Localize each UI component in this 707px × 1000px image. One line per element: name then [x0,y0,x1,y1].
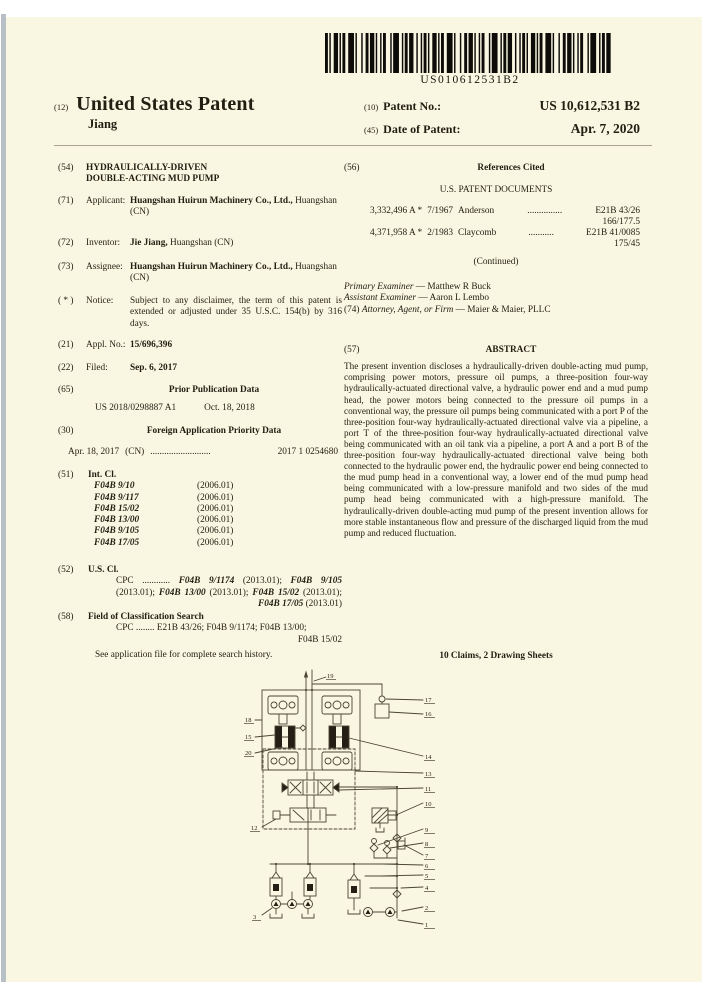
int-cl-code: F04B 9/117 [94,492,139,503]
code-65: (65) [58,385,74,395]
code-52: (52) [58,565,74,575]
fig-label-14: 14 [425,754,432,761]
section-22-filed [58,363,342,374]
code-57: (57) [344,345,360,355]
examiner-name: — Aaron L Lembo [418,293,490,304]
mud-pump-head-center [348,874,360,914]
code-58: (58) [58,612,74,622]
int-cl-row [58,515,342,526]
int-cl-row [58,481,342,492]
code-74: (74) [344,304,360,315]
fig-label-12: 12 [251,825,258,832]
fig-label-6: 6 [425,863,429,870]
examiner-label: Assistant Examiner [344,293,417,304]
ref-class: E21B 43/26 [595,205,640,216]
section-54-title [58,163,342,186]
ref-dots: ............... [527,205,563,216]
fig-label-5: 5 [425,873,429,880]
cpc-date: (2013.01); [303,587,342,598]
references-list [344,206,648,251]
fig-label-15: 15 [245,734,252,741]
fig-label-19: 19 [327,673,334,680]
invention-title-line1: HYDRAULICALLY-DRIVEN [86,163,208,173]
mud-pump-head-left [270,872,316,918]
invention-title-line2: DOUBLE-ACTING MUD PUMP [86,174,220,185]
int-cl-code: F04B 15/02 [94,503,140,514]
fig-label-1: 1 [425,922,429,929]
cpc-code: F04B 9/1174 [178,576,235,587]
int-cl-date: (2006.01) [197,537,234,548]
section-71-applicant [58,196,342,219]
int-cl-row [58,538,342,549]
inventor-surname: Jiang [88,117,118,131]
fig-label-13: 13 [425,771,432,778]
cpc-code: F04B 13/00 [158,587,206,598]
priority-country: (CN) [125,447,145,458]
date-label: Date of Patent: [383,122,461,136]
int-cl-date: (2006.01) [197,492,234,503]
int-cl-row [58,526,342,537]
field-search-line1 [116,623,342,634]
fig-label-4: 4 [425,885,429,892]
prior-pub-date: Oct. 18, 2018 [204,403,255,414]
appl-no-label: Appl. No.: [86,340,126,350]
cpc-date: (2013.01) [305,598,342,609]
schematic-lines [255,670,423,924]
ref-class2: 166/177.5 [602,216,640,227]
header-right [364,98,640,144]
appl-no-value: 15/696,396 [130,340,173,350]
section-73-assignee [58,262,342,285]
examiner-row [344,293,648,304]
section-52-us-cl [58,565,342,610]
inventor-city: Huangshan (CN) [170,238,234,248]
claims-line: 10 Claims, 2 Drawing Sheets [439,651,553,661]
code-51: (51) [58,470,74,480]
fcs-classes: E21B 43/26; F04B 9/1174; F04B 13/00; [156,623,307,634]
examiners-block [344,282,648,316]
ref-number: 4,371,958 A * [370,228,423,239]
fig-label-18: 18 [245,717,252,724]
notice-text: Subject to any disclaimer, the term of this patent is extended or adjusted under 35 U.S.C. 154(b) by 316 days. [130,296,342,329]
cpc-code: F04B 17/05 [258,598,304,609]
section-21-appl-no [58,340,342,351]
cpc-date: (2013.01); [116,587,155,598]
prior-pub-heading: Prior Publication Data [168,385,260,395]
header-divider [54,145,652,146]
code-notice: ( * ) [58,296,74,306]
patent-figure [230,668,445,948]
fig-label-17: 17 [425,697,432,704]
ref-dots: ........... [528,228,554,239]
power-motor-left [268,696,298,724]
ref-date: 2/1983 [427,228,454,239]
section-56-references [344,163,648,268]
assignee-label: Assignee: [86,262,123,272]
fcs-cpc-label: CPC [116,623,134,634]
section-notice [58,296,342,330]
section-30-foreign-priority [58,426,342,459]
priority-date: Apr. 18, 2017 [68,447,120,458]
code-54: (54) [58,163,74,173]
fig-label-16: 16 [425,711,432,718]
cpc-label: CPC [116,576,134,587]
prior-pub-number: US 2018/0298887 A1 [95,403,177,414]
patent-no-code: (10) [364,102,379,112]
abstract-text: The present invention discloses a hydraulically-driven double-acting mud pump, comprising power motors, pressure oil pumps, a three-position four-way hydraulically-actuated directional valve, a hydraulic power end and a mud pump head, the power motors being connected to the pressure oil pumps in a conventional way, the pressure oil pumps being communicated with a port P of the three-position four-way hydraulically-actuated directional valve via a pipeline, a port T of the three-position four-way hydraulically-actuated directional valve being communicated with an oil tank via a pipeline, a port A and a port B of the three-position four-way hydraulically-actuated directional valve being both connected to the hydraulic power end, the hydraulic power end being connected to the mud pump head in a conventional way, a lower end of the mud pump head being communicated with a low-pressure manifold and two sides of the mud pump head being communicated with a high-pressure manifold. The hydraulically-driven double-acting mud pump of the present invention allows for more stable instantaneous flow and pressure of the discharged liquid from the mud pump and reduced fluctuation. [344,361,648,538]
section-58-field-search [58,612,342,646]
barcode [323,33,617,86]
fig-label-20: 20 [245,750,252,757]
cpc-code: F04B 9/105 [290,576,343,587]
figure-label-underlines [244,680,435,929]
attorney-name: — Maier & Maier, PLLC [455,304,551,315]
pressure-gauges [370,838,405,858]
code-72: (72) [58,238,74,248]
fig-label-3: 3 [253,914,257,921]
applicant-label: Applicant: [86,196,126,206]
us-cl-cpc [116,576,342,610]
inventor-name: Jie Jiang, [130,238,168,248]
us-patent-documents-heading: U.S. PATENT DOCUMENTS [439,185,553,196]
relief-valve [312,684,423,718]
section-57-abstract [344,345,648,539]
code-22: (22) [58,363,74,373]
int-cl-code: F04B 13/00 [94,515,140,526]
filed-value: Sep. 6, 2017 [130,363,178,373]
code-56: (56) [344,163,360,173]
fig-label-9: 9 [425,827,429,834]
inventor-label: Inventor: [86,238,121,248]
power-end-right [322,752,352,770]
examiners-list [344,282,648,305]
power-motor-right [322,696,352,724]
ref-number: 3,332,496 A * [370,205,423,216]
patent-no-label: Patent No.: [383,99,442,113]
int-cl-row [58,504,342,515]
code-21: (21) [58,340,74,350]
barcode-bars-icon [323,33,617,73]
cpc-code: F04B 15/02 [252,587,300,598]
kind-code: (12) [54,102,69,112]
ref-name: Claycomb [458,228,497,239]
auxiliary-pump [372,808,397,832]
patent-no-value: US 10,612,531 B2 [539,98,640,113]
cpc-date: (2013.01); [242,576,282,587]
fcs-cpc-dots: ........ [135,623,155,634]
field-search-line2: F04B 15/02 [297,634,342,645]
section-72-inventor [58,238,342,249]
filed-label: Filed: [86,363,108,373]
examiner-name: — Matthew R Buck [415,282,491,292]
section-51-int-cl [58,470,342,549]
examiner-label: Primary Examiner [344,282,414,292]
int-cl-date: (2006.01) [197,481,234,492]
assignee-name: Huangshan Huirun Machinery Co., Ltd., [130,262,293,272]
reference-row [370,228,640,251]
assignee-city: Huangshan (CN) [130,262,337,284]
reference-row [370,206,640,229]
patent-page [6,17,702,982]
fig-label-7: 7 [425,853,429,860]
abstract-heading: ABSTRACT [485,345,537,355]
date-value: Apr. 7, 2020 [570,121,640,136]
int-cl-code: F04B 9/10 [94,481,135,492]
attorney-label: Attorney, Agent, or Firm [361,304,454,315]
attorney-row [344,305,648,316]
cpc-dots: ............ [142,576,171,587]
page-title: United States Patent [76,93,255,115]
int-cl-date: (2006.01) [197,515,234,526]
figure-container [230,668,445,953]
cpc-date: (2013.01); [209,587,249,598]
code-30: (30) [58,426,74,436]
field-search-label: Field of Classification Search [88,612,204,622]
applicant-city: Huangshan (CN) [130,196,337,218]
int-cl-code: F04B 9/105 [94,526,140,537]
foreign-priority-heading: Foreign Application Priority Data [146,426,282,436]
fig-label-10: 10 [425,801,432,808]
code-71: (71) [58,196,74,206]
fig-label-8: 8 [425,841,429,848]
applicant-name: Huangshan Huirun Machinery Co., Ltd., [130,196,293,206]
fig-label-2: 2 [425,905,429,912]
ref-class2: 175/45 [614,239,640,250]
directional-valve-2 [262,808,336,827]
barcode-text: US010612531B2 [420,74,520,86]
code-73: (73) [58,262,74,272]
power-end-left [268,752,298,770]
references-heading: References Cited [477,163,545,173]
examiner-row [344,282,648,293]
search-history-note: See application file for complete search history. [95,650,273,660]
priority-number: 2017 1 0254680 [277,447,338,458]
directional-valve-1 [282,772,339,808]
int-cl-date: (2006.01) [197,503,234,514]
ref-name: Anderson [458,205,495,216]
int-cl-row [58,493,342,504]
date-code: (45) [364,125,379,135]
header-left [54,93,255,132]
int-cl-label: Int. Cl. [88,470,117,480]
notice-label: Notice: [86,296,114,306]
section-65-prior-publication [58,385,342,415]
int-cl-date: (2006.01) [197,526,234,537]
fig-label-11: 11 [425,786,432,793]
ref-date: 7/1967 [427,205,454,216]
discharge-valves [364,908,398,917]
references-continued: (Continued) [473,256,519,267]
us-cl-label: U.S. Cl. [88,565,119,575]
int-cl-code: F04B 17/05 [94,537,140,548]
priority-dots: .......................... [150,447,211,458]
ref-class: E21B 41/0085 [586,228,640,239]
int-cl-list [58,481,342,549]
